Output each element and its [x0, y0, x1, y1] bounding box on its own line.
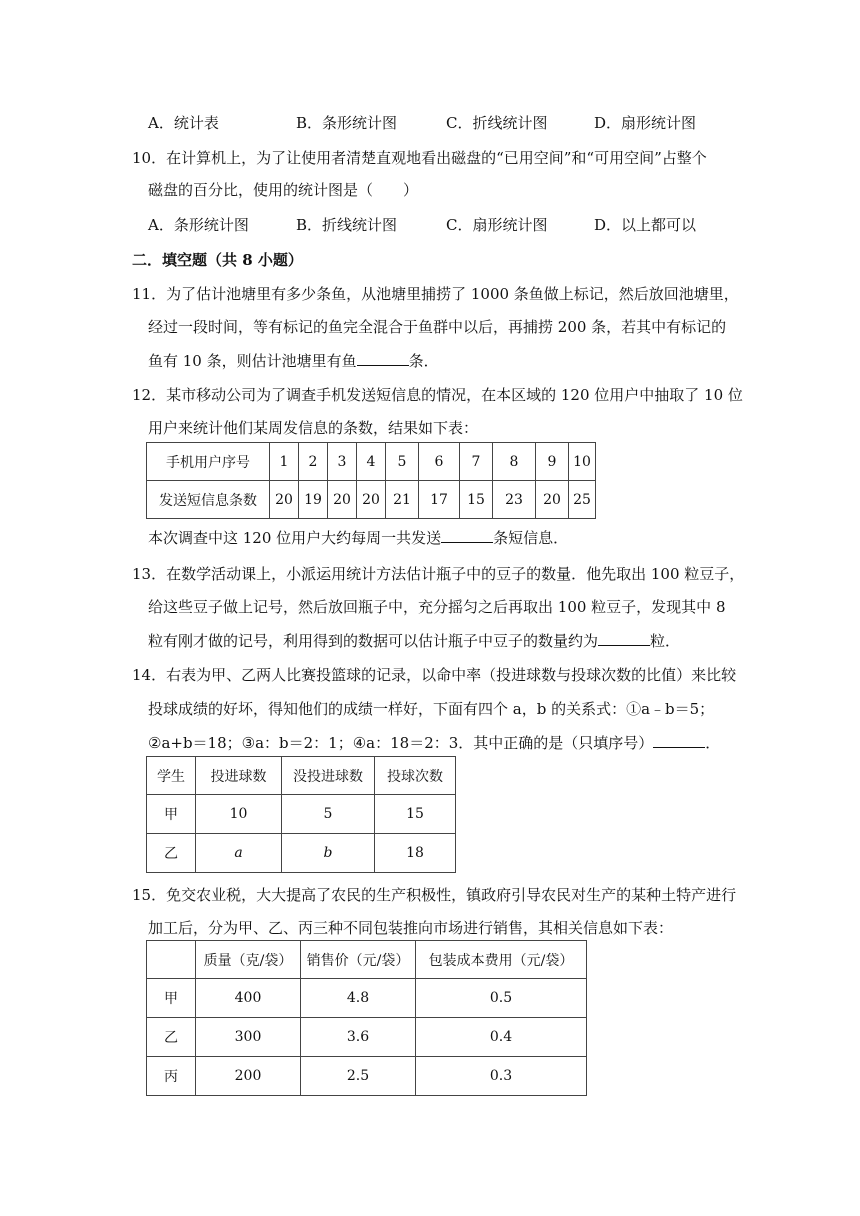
- q14-text-line1: 14．右表为甲、乙两人比赛投篮球的记录，以命中率（投进球数与投球次数的比值）来比较: [132, 666, 737, 684]
- q14-cell: 18: [375, 834, 456, 873]
- q12-cell: 20: [328, 481, 357, 519]
- q11-text-after: 条．: [408, 352, 439, 370]
- q12-table-row: [147, 443, 596, 481]
- q12-cell: 19: [299, 481, 328, 519]
- q10-option-c: C．扇形统计图: [446, 216, 548, 234]
- section-title: 二．填空题（共 8 小题）: [132, 251, 303, 269]
- q15-header-cell: 质量（克/袋）: [196, 941, 301, 979]
- q15-table-header-row: [147, 941, 587, 979]
- q15-cell: 0.3: [416, 1057, 587, 1096]
- q14-cell: 乙: [147, 834, 196, 873]
- q10-option-d: D．以上都可以: [594, 216, 697, 234]
- q12-cell: 3: [328, 443, 357, 481]
- q15-cell: 300: [196, 1018, 301, 1057]
- q15-cell: 3.6: [301, 1018, 416, 1057]
- q13-text-after: 粒．: [650, 632, 681, 650]
- q15-table-row: [147, 1057, 587, 1096]
- q12-row-header: 发送短信息条数: [147, 481, 270, 519]
- q12-cell: 9: [536, 443, 569, 481]
- q12-after-text: [148, 527, 568, 548]
- q15-product-table: [146, 940, 587, 1096]
- q15-text-line2: 加工后，分为甲、乙、丙三种不同包装推向市场进行销售，其相关信息如下表：: [148, 919, 674, 937]
- q14-table-row: [147, 795, 456, 834]
- q15-cell: 乙: [147, 1018, 196, 1057]
- q12-cell: 25: [569, 481, 596, 519]
- q12-text-after: 条短信息．: [493, 529, 569, 547]
- q14-cell: b: [282, 834, 375, 873]
- q14-cell: a: [196, 834, 282, 873]
- q15-cell: 0.5: [416, 979, 587, 1018]
- q11-text-line1: 11．为了估计池塘里有多少条鱼，从池塘里捕捞了 1000 条鱼做上标记，然后放回池塘里，: [132, 285, 739, 303]
- q14-header-cell: 投球次数: [375, 757, 456, 795]
- q15-table-row: [147, 1018, 587, 1057]
- q15-table-row: [147, 979, 587, 1018]
- q12-cell: 20: [536, 481, 569, 519]
- q12-cell: 23: [493, 481, 536, 519]
- q14-table-row: [147, 834, 456, 873]
- q9-option-c: C．折线统计图: [446, 114, 548, 132]
- q15-cell: 0.4: [416, 1018, 587, 1057]
- q14-text-line3: [148, 732, 720, 753]
- q14-header-cell: 学生: [147, 757, 196, 795]
- q14-text-line2: 投球成绩的好坏，得知他们的成绩一样好，下面有四个 a，b 的关系式：①a﹣b＝5；: [148, 700, 715, 718]
- q14-cell: 甲: [147, 795, 196, 834]
- q15-cell: 4.8: [301, 979, 416, 1018]
- q12-sms-table: [146, 442, 596, 519]
- q13-text-line3: [148, 630, 680, 651]
- q13-text-line2: 给这些豆子做上记号，然后放回瓶子中，充分摇匀之后再取出 100 粒豆子，发现其中 8: [148, 598, 726, 616]
- q12-cell: 1: [270, 443, 299, 481]
- q12-text-line2: 用户来统计他们某周发信息的条数，结果如下表：: [148, 419, 479, 437]
- q12-row-header: 手机用户序号: [147, 443, 270, 481]
- q12-cell: 7: [460, 443, 493, 481]
- q11-answer-blank[interactable]: [357, 353, 409, 366]
- q11-text-before: 鱼有 10 条，则估计池塘里有鱼: [148, 352, 357, 370]
- q12-cell: 15: [460, 481, 493, 519]
- q15-cell: 2.5: [301, 1057, 416, 1096]
- q13-answer-blank[interactable]: [598, 633, 650, 646]
- q14-answer-blank[interactable]: [653, 735, 705, 748]
- q12-answer-blank[interactable]: [441, 530, 493, 543]
- q12-cell: 5: [386, 443, 419, 481]
- q12-text-line1: 12．某市移动公司为了调查手机发送短信息的情况，在本区域的 120 位用户中抽取了 10 位: [132, 386, 743, 404]
- q15-header-cell: 包装成本费用（元/袋）: [416, 941, 587, 979]
- q10-text-line1: 10．在计算机上，为了让使用者清楚直观地看出磁盘的“已用空间”和“可用空间”占整个: [132, 149, 707, 167]
- q14-cell: 15: [375, 795, 456, 834]
- q10-text-line2: 磁盘的百分比，使用的统计图是（ ）: [148, 181, 419, 199]
- q14-cell: 5: [282, 795, 375, 834]
- q12-cell: 2: [299, 443, 328, 481]
- q12-table-row: [147, 481, 596, 519]
- q13-text-before: 粒有刚才做的记号，利用得到的数据可以估计瓶子中豆子的数量约为: [148, 632, 599, 650]
- q12-cell: 4: [357, 443, 386, 481]
- q9-option-a: A．统计表: [148, 114, 219, 132]
- q11-text-line2: 经过一段时间，等有标记的鱼完全混合于鱼群中以后，再捕捞 200 条，若其中有标记的: [148, 318, 727, 336]
- q12-cell: 10: [569, 443, 596, 481]
- q15-text-line1: 15．免交农业税，大大提高了农民的生产积极性，镇政府引导农民对生产的某种土特产进行: [132, 886, 737, 904]
- q10-option-b: B．折线统计图: [296, 216, 398, 234]
- q13-text-line1: 13．在数学活动课上，小派运用统计方法估计瓶子中的豆子的数量．他先取出 100 粒豆子，: [132, 565, 745, 583]
- q14-cell: 10: [196, 795, 282, 834]
- q14-table-header-row: [147, 757, 456, 795]
- q14-text-end: ．: [705, 734, 721, 752]
- q11-text-line3: [148, 350, 439, 371]
- q9-option-d: D．扇形统计图: [594, 114, 697, 132]
- q15-cell: 丙: [147, 1057, 196, 1096]
- q14-header-cell: 投进球数: [196, 757, 282, 795]
- q12-cell: 20: [270, 481, 299, 519]
- q14-header-cell: 没投进球数: [282, 757, 375, 795]
- q12-cell: 20: [357, 481, 386, 519]
- q10-option-a: A．条形统计图: [148, 216, 249, 234]
- q12-text-before: 本次调查中这 120 位用户大约每周一共发送: [148, 529, 442, 547]
- q12-cell: 21: [386, 481, 419, 519]
- q12-cell: 8: [493, 443, 536, 481]
- q14-shooting-table: [146, 756, 456, 873]
- q15-header-cell: [147, 941, 196, 979]
- q12-cell: 6: [419, 443, 460, 481]
- q14-text-main: ②a+b＝18；③a：b＝2：1；④a：18＝2：3．其中正确的是（只填序号）: [148, 734, 654, 752]
- q15-cell: 甲: [147, 979, 196, 1018]
- q9-option-b: B．条形统计图: [296, 114, 398, 132]
- q15-cell: 200: [196, 1057, 301, 1096]
- q12-cell: 17: [419, 481, 460, 519]
- q15-header-cell: 销售价（元/袋）: [301, 941, 416, 979]
- q15-cell: 400: [196, 979, 301, 1018]
